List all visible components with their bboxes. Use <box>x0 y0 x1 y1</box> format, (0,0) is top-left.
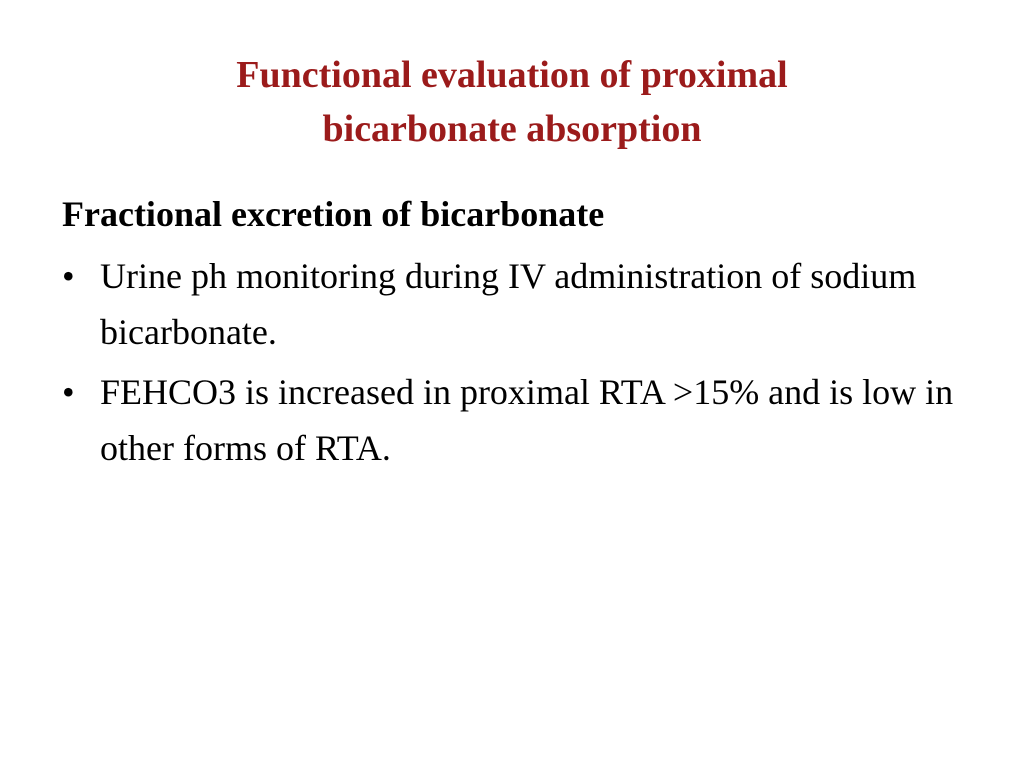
bullet-text: Urine ph monitoring during IV administration of sodium bicarbonate. <box>100 256 917 352</box>
bullet-item <box>62 364 962 476</box>
bullet-icon: • <box>62 256 75 296</box>
slide-title <box>0 48 1024 156</box>
subheading: Fractional excretion of bicarbonate <box>62 194 605 234</box>
slide-title-line-1: Functional evaluation of proximal <box>236 54 788 96</box>
bullet-text: FEHCO3 is increased in proximal RTA >15% and is low in other forms of RTA. <box>100 372 954 468</box>
slide-body <box>62 190 962 480</box>
bullet-icon: • <box>62 372 75 412</box>
slide-title-line-2: bicarbonate absorption <box>322 108 702 150</box>
bullet-item <box>62 248 962 360</box>
